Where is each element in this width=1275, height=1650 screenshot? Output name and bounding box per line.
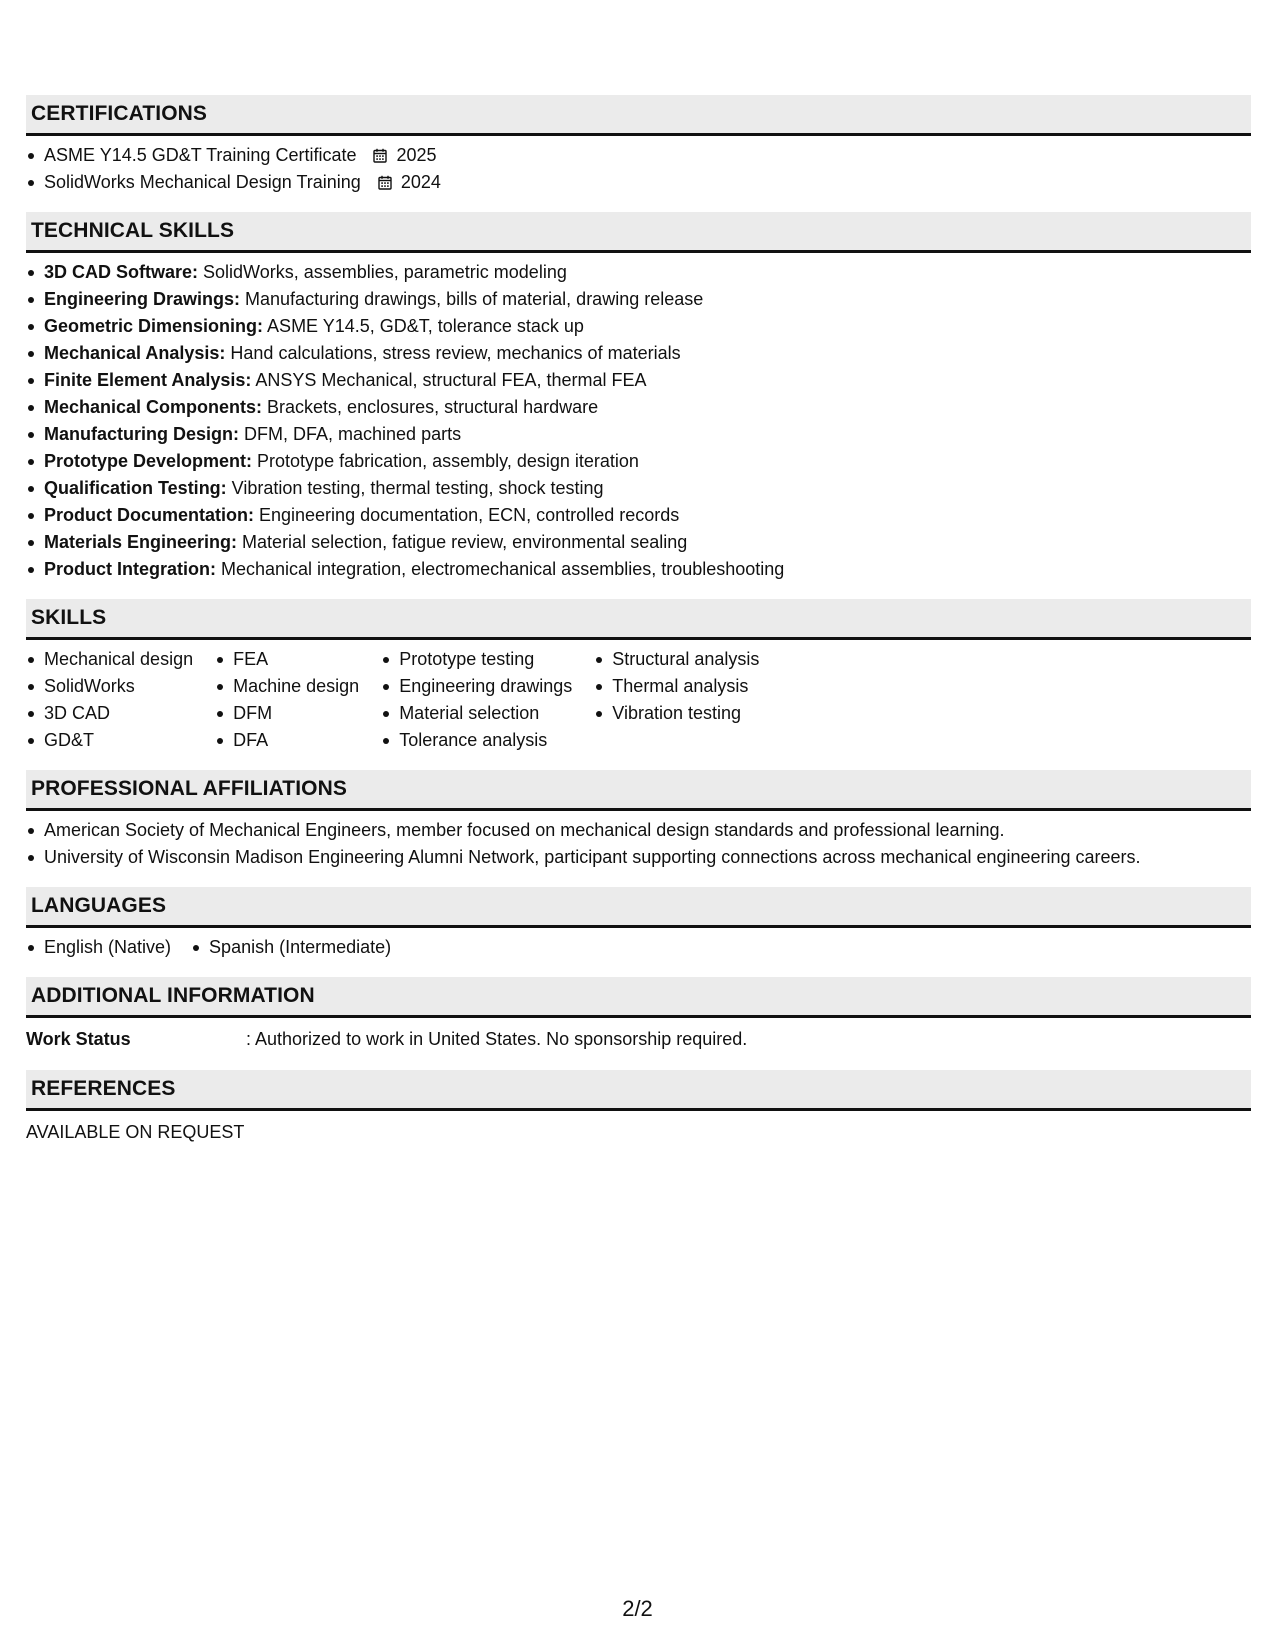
skill-details: Hand calculations, stress review, mechanics of materials	[225, 343, 681, 363]
references-heading: REFERENCES	[26, 1070, 1251, 1111]
info-label: Work Status	[26, 1029, 131, 1049]
skill-details: SolidWorks, assemblies, parametric modeling	[198, 262, 567, 282]
bullet-icon	[28, 324, 34, 330]
skills-grid	[26, 646, 1251, 754]
bullet-icon	[217, 711, 223, 717]
references-section	[26, 1070, 1251, 1147]
skill-category: Qualification Testing:	[44, 478, 227, 498]
list-item	[381, 700, 572, 727]
list-item	[26, 421, 1251, 448]
list-item	[381, 673, 572, 700]
bullet-icon	[28, 855, 34, 861]
list-item	[26, 817, 1251, 844]
skill-name: FEA	[233, 649, 269, 669]
certification-year: 2024	[400, 172, 441, 192]
certifications-section	[26, 95, 1251, 196]
skill-category: Engineering Drawings:	[44, 289, 241, 309]
list-item	[215, 727, 359, 754]
certification-item	[26, 169, 1251, 196]
languages-list	[26, 934, 1251, 961]
references-text: AVAILABLE ON REQUEST	[26, 1122, 245, 1142]
skills-column	[215, 646, 359, 754]
list-item	[26, 529, 1251, 556]
bullet-icon	[28, 540, 34, 546]
list-item	[594, 700, 759, 727]
calendar-icon	[373, 148, 387, 163]
skill-name: Material selection	[399, 703, 540, 723]
skill-name: SolidWorks	[44, 676, 135, 696]
languages-section	[26, 887, 1251, 961]
skill-details: ANSYS Mechanical, structural FEA, thermal FEA	[251, 370, 647, 390]
skill-name: Engineering drawings	[399, 676, 573, 696]
info-value: : Authorized to work in United States. No sponsorship required.	[246, 1029, 748, 1049]
list-item	[26, 502, 1251, 529]
page-number: 2/2	[622, 1596, 653, 1621]
bullet-icon	[383, 684, 389, 690]
bullet-icon	[28, 153, 34, 159]
skill-details: Engineering documentation, ECN, controlled records	[254, 505, 680, 525]
technical-skills-section	[26, 212, 1251, 583]
bullet-icon	[383, 657, 389, 663]
bullet-icon	[28, 486, 34, 492]
list-item	[215, 673, 359, 700]
calendar-icon	[378, 175, 392, 190]
skill-name: Structural analysis	[612, 649, 760, 669]
skill-name: Tolerance analysis	[399, 730, 548, 750]
certification-year: 2025	[396, 145, 437, 165]
technical-skills-list	[26, 259, 1251, 583]
affiliation-text: American Society of Mechanical Engineers, member focused on mechanical design standards and professional learning.	[44, 820, 1005, 840]
bullet-icon	[383, 738, 389, 744]
skill-name: Vibration testing	[612, 703, 742, 723]
bullet-icon	[28, 828, 34, 834]
list-item	[594, 673, 759, 700]
bullet-icon	[28, 270, 34, 276]
skill-category: Materials Engineering:	[44, 532, 238, 552]
skill-category: Mechanical Analysis:	[44, 343, 226, 363]
skill-details: DFM, DFA, machined parts	[239, 424, 462, 444]
skill-details: Manufacturing drawings, bills of material, drawing release	[240, 289, 704, 309]
skill-name: Prototype testing	[399, 649, 535, 669]
list-item	[26, 700, 193, 727]
skill-name: Machine design	[233, 676, 360, 696]
skill-name: Thermal analysis	[612, 676, 749, 696]
skill-name: 3D CAD	[44, 703, 111, 723]
skill-name: GD&T	[44, 730, 95, 750]
list-item	[26, 844, 1251, 871]
skill-category: Product Integration:	[44, 559, 216, 579]
language-name: Spanish (Intermediate)	[209, 937, 392, 957]
skill-category: Mechanical Components:	[44, 397, 263, 417]
certifications-heading: CERTIFICATIONS	[26, 95, 1251, 136]
certification-item	[26, 142, 1251, 169]
bullet-icon	[28, 297, 34, 303]
skill-details: ASME Y14.5, GD&T, tolerance stack up	[263, 316, 584, 336]
skill-category: 3D CAD Software:	[44, 262, 199, 282]
bullet-icon	[28, 180, 34, 186]
list-item	[594, 646, 759, 673]
list-item	[381, 646, 572, 673]
certification-name: ASME Y14.5 GD&T Training Certificate	[44, 145, 357, 165]
list-item	[26, 394, 1251, 421]
list-item	[26, 934, 171, 961]
bullet-icon	[28, 459, 34, 465]
bullet-icon	[596, 711, 602, 717]
bullet-icon	[28, 711, 34, 717]
list-item	[26, 259, 1251, 286]
bullet-icon	[28, 513, 34, 519]
language-name: English (Native)	[44, 937, 172, 957]
languages-heading: LANGUAGES	[26, 887, 1251, 928]
additional-info-section	[26, 977, 1251, 1054]
skill-details: Mechanical integration, electromechanical assemblies, troubleshooting	[216, 559, 785, 579]
bullet-icon	[28, 945, 34, 951]
bullet-icon	[28, 378, 34, 384]
info-row	[26, 1024, 1251, 1054]
affiliation-text: University of Wisconsin Madison Engineering Alumni Network, participant supporting connections across mechanical engineering careers.	[44, 847, 1141, 867]
bullet-icon	[28, 351, 34, 357]
list-item	[26, 448, 1251, 475]
bullet-icon	[28, 738, 34, 744]
bullet-icon	[193, 945, 199, 951]
certification-name: SolidWorks Mechanical Design Training	[44, 172, 361, 192]
skills-column	[594, 646, 759, 754]
certifications-list	[26, 142, 1251, 196]
list-item	[191, 934, 391, 961]
list-item	[26, 313, 1251, 340]
bullet-icon	[596, 684, 602, 690]
list-item	[215, 700, 359, 727]
skill-details: Material selection, fatigue review, environmental sealing	[237, 532, 688, 552]
list-item	[26, 727, 193, 754]
additional-info-heading: ADDITIONAL INFORMATION	[26, 977, 1251, 1018]
list-item	[26, 340, 1251, 367]
list-item	[26, 556, 1251, 583]
skills-heading: SKILLS	[26, 599, 1251, 640]
skill-name: DFM	[233, 703, 273, 723]
bullet-icon	[217, 684, 223, 690]
list-item	[381, 727, 572, 754]
affiliations-list	[26, 817, 1251, 871]
skill-category: Geometric Dimensioning:	[44, 316, 264, 336]
skill-name: Mechanical design	[44, 649, 194, 669]
skill-details: Vibration testing, thermal testing, shock testing	[226, 478, 604, 498]
skill-category: Product Documentation:	[44, 505, 254, 525]
resume-page	[26, 95, 1251, 1163]
bullet-icon	[28, 657, 34, 663]
skills-column	[26, 646, 193, 754]
skills-section	[26, 599, 1251, 754]
bullet-icon	[28, 567, 34, 573]
list-item	[26, 286, 1251, 313]
list-item	[26, 475, 1251, 502]
affiliations-heading: PROFESSIONAL AFFILIATIONS	[26, 770, 1251, 811]
bullet-icon	[28, 405, 34, 411]
list-item	[26, 673, 193, 700]
bullet-icon	[28, 432, 34, 438]
bullet-icon	[28, 684, 34, 690]
skill-category: Manufacturing Design:	[44, 424, 240, 444]
skill-name: DFA	[233, 730, 269, 750]
skill-category: Finite Element Analysis:	[44, 370, 252, 390]
list-item	[26, 367, 1251, 394]
list-item	[26, 646, 193, 673]
technical-skills-heading: TECHNICAL SKILLS	[26, 212, 1251, 253]
skill-category: Prototype Development:	[44, 451, 253, 471]
bullet-icon	[217, 738, 223, 744]
skill-details: Brackets, enclosures, structural hardware	[262, 397, 599, 417]
bullet-icon	[383, 711, 389, 717]
affiliations-section	[26, 770, 1251, 871]
skills-column	[381, 646, 572, 754]
skill-details: Prototype fabrication, assembly, design iteration	[252, 451, 639, 471]
bullet-icon	[217, 657, 223, 663]
list-item	[215, 646, 359, 673]
bullet-icon	[596, 657, 602, 663]
